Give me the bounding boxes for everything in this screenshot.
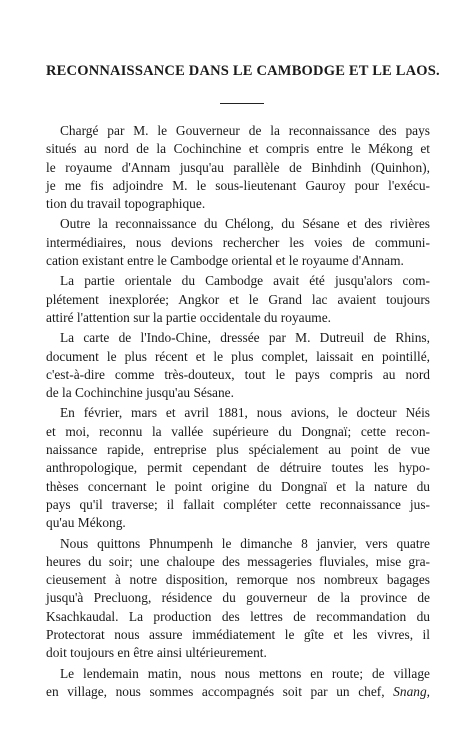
paragraph-line: situés au nord de la Cochinchine et compris entre le Mékong et	[46, 141, 430, 157]
chapter-title: RECONNAISSANCE DANS LE CAMBODGE ET LE LAOS.	[46, 63, 440, 79]
paragraph-line: Nous quittons Phnumpenh le dimanche 8 janvier, vers quatre	[60, 535, 430, 551]
italic-word: Snang,	[393, 683, 430, 699]
paragraph-line: En février, mars et avril 1881, nous avions, le docteur Néis	[60, 405, 430, 421]
paragraph-line: anthropologique, permit cependant de détruire toutes les hypo-	[46, 460, 430, 476]
paragraph	[46, 272, 430, 327]
paragraph-line: heures du soir; une chaloupe des messageries fluviales, mise gra-	[46, 553, 430, 569]
paragraph-line: tion du travail topographique.	[46, 196, 206, 212]
paragraph-line: c'est-à-dire comme très-douteux, tout le pays compris au nord	[46, 366, 430, 382]
paragraph	[46, 215, 430, 270]
paragraph	[46, 665, 430, 702]
paragraph-line: doit toujours en être ainsi ultérieurement.	[46, 645, 267, 661]
paragraph-line: naissance rapide, entreprise plus spécialement au point de vue	[46, 442, 430, 458]
body-text	[46, 122, 430, 701]
paragraph-line: document le plus récent et le plus complet, laissait en pointillé,	[46, 348, 430, 364]
paragraph	[46, 535, 430, 663]
paragraph-line: cieusement à notre disposition, remorque nos nombreux bagages	[46, 572, 430, 588]
paragraph-line: thèses concernant le point origine du Dongnaï et la nature du	[46, 478, 430, 494]
paragraph	[46, 329, 430, 402]
paragraph-line: jusqu'à Precluong, résidence du gouverneur de la province de	[46, 590, 430, 606]
paragraph-line: La carte de l'Indo-Chine, dressée par M. Dutreuil de Rhins,	[60, 330, 430, 346]
paragraph-line: Protectorat nous assure immédiatement le gîte et les vivres, il	[46, 627, 430, 643]
paragraph	[46, 404, 430, 532]
paragraph-line: Ksachkaudal. La production des lettres de recommandation du	[46, 608, 430, 624]
paragraph-line: qu'au Mékong.	[46, 515, 126, 531]
line-text: en village, nous sommes accompagnés soit par un chef,	[46, 683, 385, 699]
paragraph-line: je me fis adjoindre M. le sous-lieutenant Gauroy pour l'exécu-	[46, 177, 430, 193]
paragraph-line: plétement inexplorée; Angkor et le Grand lac avaient toujours	[46, 291, 430, 307]
paragraph-line: Outre la reconnaissance du Chélong, du Sésane et des rivières	[60, 216, 430, 232]
paragraph-line: intermédiaires, nous devions rechercher les voies de communi-	[46, 234, 430, 250]
book-page	[46, 0, 440, 750]
paragraph-line: Le lendemain matin, nous nous mettons en route; de village	[60, 665, 430, 681]
paragraph-line: Chargé par M. le Gouverneur de la reconnaissance des pays	[60, 123, 430, 138]
paragraph-line: attiré l'attention sur la partie occidentale du royaume.	[46, 309, 331, 325]
paragraph-line: cation existant entre le Cambodge oriental et le royaume d'Annam.	[46, 253, 404, 269]
paragraph-line	[46, 683, 430, 701]
paragraph-line: de la Cochinchine jusqu'au Sésane.	[46, 385, 234, 401]
title-divider-rule	[220, 103, 264, 104]
paragraph-line: et moi, reconnu la vallée supérieure du Dongnaï; cette recon-	[46, 423, 430, 439]
paragraph-line: La partie orientale du Cambodge avait été jusqu'alors com-	[60, 273, 430, 289]
paragraph-line: pays qu'il traverse; il fallait compléter cette reconnaissance jus-	[46, 496, 430, 512]
paragraph-line: le royaume d'Annam jusqu'au parallèle de Binhdinh (Quinhon),	[46, 159, 430, 175]
paragraph	[46, 122, 430, 213]
